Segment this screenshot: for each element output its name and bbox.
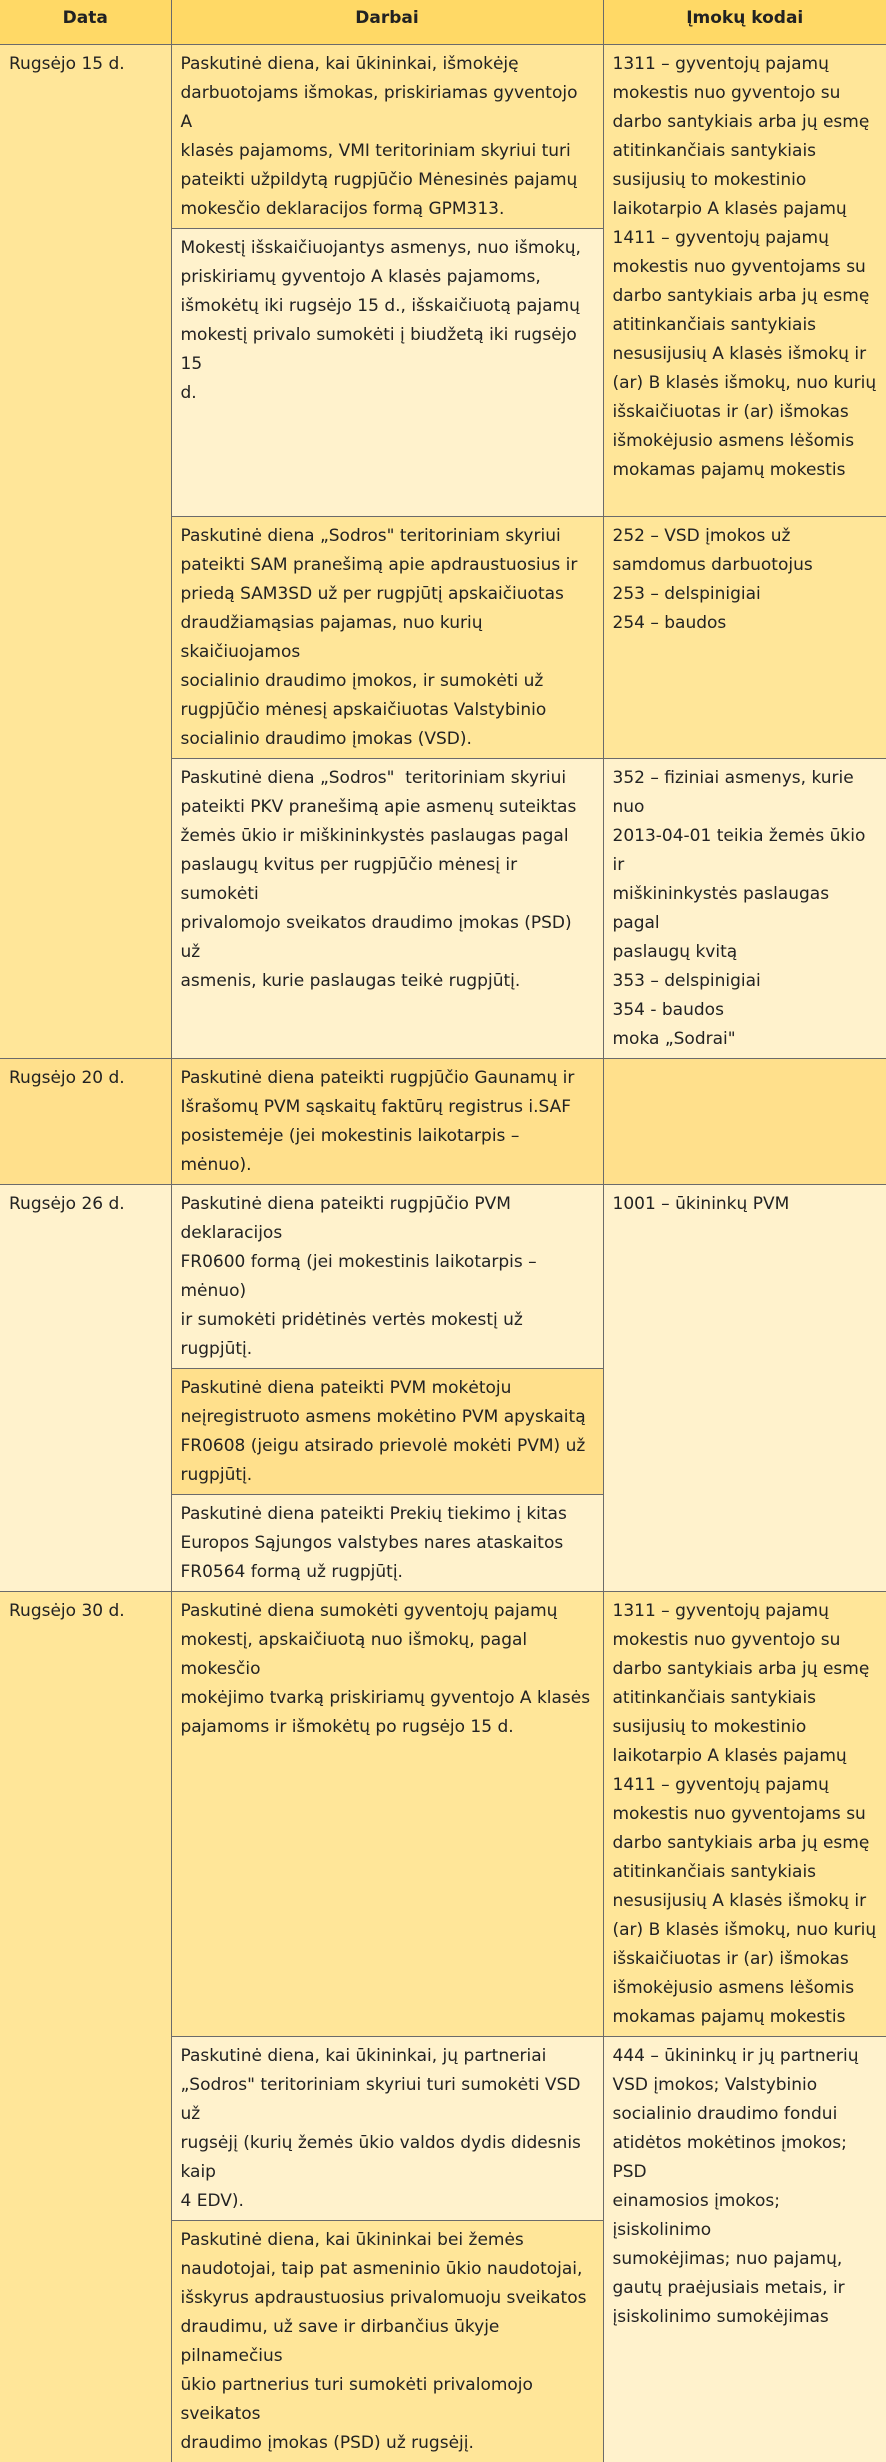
task-cell: Paskutinė diena pateikti PVM mokėtoju neįregistruoto asmens mokėtino PVM apyskaitą FR0608 (jeigu atsirado prievolė mokėti PVM) už rugpjūtį. [171, 1369, 603, 1495]
date-cell: Rugsėjo 26 d. [0, 1185, 171, 1592]
task-cell: Paskutinė diena pateikti Prekių tiekimo į kitas Europos Sąjungos valstybes nares ataskaitos FR0564 formą už rugpjūtį. [171, 1495, 603, 1592]
table-row [0, 1185, 886, 1369]
task-cell: Paskutinė diena, kai ūkininkai bei žemės naudotojai, taip pat asmeninio ūkio naudotojai, išskyrus apdraustuosius privalomuoju sveikatos draudimu, už save ir dirbančius ūkyje pilnamečius ūkio partnerius turi sumokėti privalomojo sveikatos draudimo įmokas (PSD) už rugsėjį. [171, 2221, 603, 2462]
task-cell: Paskutinė diena pateikti rugpjūčio Gaunamų ir Išrašomų PVM sąskaitų faktūrų registrus i.SAF posistemėje (jei mokestinis laikotarpis – mėnuo). [171, 1059, 603, 1185]
codes-cell: 252 – VSD įmokos už samdomus darbuotojus 253 – delspinigiai 254 – baudos [603, 517, 886, 759]
table-row [0, 45, 886, 229]
task-cell: Paskutinė diena, kai ūkininkai, jų partneriai „Sodros" teritoriniam skyriui turi sumokėti VSD už rugsėjį (kurių žemės ūkio valdos dydis didesnis kaip 4 EDV). [171, 2037, 603, 2221]
date-cell: Rugsėjo 15 d. [0, 45, 171, 1059]
task-cell: Mokestį išskaičiuojantys asmenys, nuo išmokų, priskiriamų gyventojo A klasės pajamoms, išmokėtų iki rugsėjo 15 d., išskaičiuotą pajamų mokestį privalo sumokėti į biudžetą iki rugsėjo 15 d. [171, 229, 603, 517]
codes-cell: 444 – ūkininkų ir jų partnerių VSD įmokos; Valstybinio socialinio draudimo fondui atidėtos mokėtinos įmokos; PSD einamosios įmokos; įsiskolinimo sumokėjimas; nuo pajamų, gautų praėjusiais metais, ir įsiskolinimo sumokėjimas [603, 2037, 886, 2462]
header-row [0, 0, 886, 45]
task-cell: Paskutinė diena „Sodros" teritoriniam skyriui pateikti PKV pranešimą apie asmenų suteiktas žemės ūkio ir miškininkystės paslaugas pagal paslaugų kvitus per rugpjūčio mėnesį ir sumokėti privalomojo sveikatos draudimo įmokas (PSD) už asmenis, kurie paslaugas teikė rugpjūtį. [171, 759, 603, 1059]
codes-cell: 1311 – gyventojų pajamų mokestis nuo gyventojo su darbo santykiais arba jų esmę atitinkančiais santykiais susijusių to mokestinio laikotarpio A klasės pajamų 1411 – gyventojų pajamų mokestis nuo gyventojams su darbo santykiais arba jų esmę atitinkančiais santykiais nesusijusių A klasės išmokų ir (ar) B klasės išmokų, nuo kurių išskaičiuotas ir (ar) išmokas išmokėjusio asmens lėšomis mokamas pajamų mokestis [603, 1592, 886, 2037]
task-cell: Paskutinė diena sumokėti gyventojų pajamų mokestį, apskaičiuotą nuo išmokų, pagal mokesčio mokėjimo tvarką priskiriamų gyventojo A klasės pajamoms ir išmokėtų po rugsėjo 15 d. [171, 1592, 603, 2037]
task-cell: Paskutinė diena, kai ūkininkai, išmokėję darbuotojams išmokas, priskiriamas gyventojo A klasės pajamoms, VMI teritoriniam skyriui turi pateikti užpildytą rugpjūčio Mėnesinės pajamų mokesčio deklaracijos formą GPM313. [171, 45, 603, 229]
codes-cell: 1001 – ūkininkų PVM [603, 1185, 886, 1592]
task-cell: Paskutinė diena pateikti rugpjūčio PVM deklaracijos FR0600 formą (jei mokestinis laikotarpis – mėnuo) ir sumokėti pridėtinės vertės mokestį už rugpjūtį. [171, 1185, 603, 1369]
date-cell: Rugsėjo 20 d. [0, 1059, 171, 1185]
codes-cell: 352 – fiziniai asmenys, kurie nuo 2013-04-01 teikia žemės ūkio ir miškininkystės paslaugas pagal paslaugų kvitą 353 – delspinigiai 354 - baudos moka „Sodrai" [603, 759, 886, 1059]
header-date: Data [0, 0, 171, 45]
header-codes: Įmokų kodai [603, 0, 886, 45]
header-works: Darbai [171, 0, 603, 45]
codes-cell [603, 1059, 886, 1185]
table-row [0, 1059, 886, 1185]
date-cell: Rugsėjo 30 d. [0, 1592, 171, 2462]
table-row [0, 1592, 886, 2037]
codes-cell: 1311 – gyventojų pajamų mokestis nuo gyventojo su darbo santykiais arba jų esmę atitinkančiais santykiais susijusių to mokestinio laikotarpio A klasės pajamų 1411 – gyventojų pajamų mokestis nuo gyventojams su darbo santykiais arba jų esmę atitinkančiais santykiais nesusijusių A klasės išmokų ir (ar) B klasės išmokų, nuo kurių išskaičiuotas ir (ar) išmokas išmokėjusio asmens lėšomis mokamas pajamų mokestis [603, 45, 886, 517]
task-cell: Paskutinė diena „Sodros" teritoriniam skyriui pateikti SAM pranešimą apie apdraustuosius ir priedą SAM3SD už per rugpjūtį apskaičiuotas draudžiamąsias pajamas, nuo kurių skaičiuojamos socialinio draudimo įmokos, ir sumokėti už rugpjūčio mėnesį apskaičiuotas Valstybinio socialinio draudimo įmokas (VSD). [171, 517, 603, 759]
